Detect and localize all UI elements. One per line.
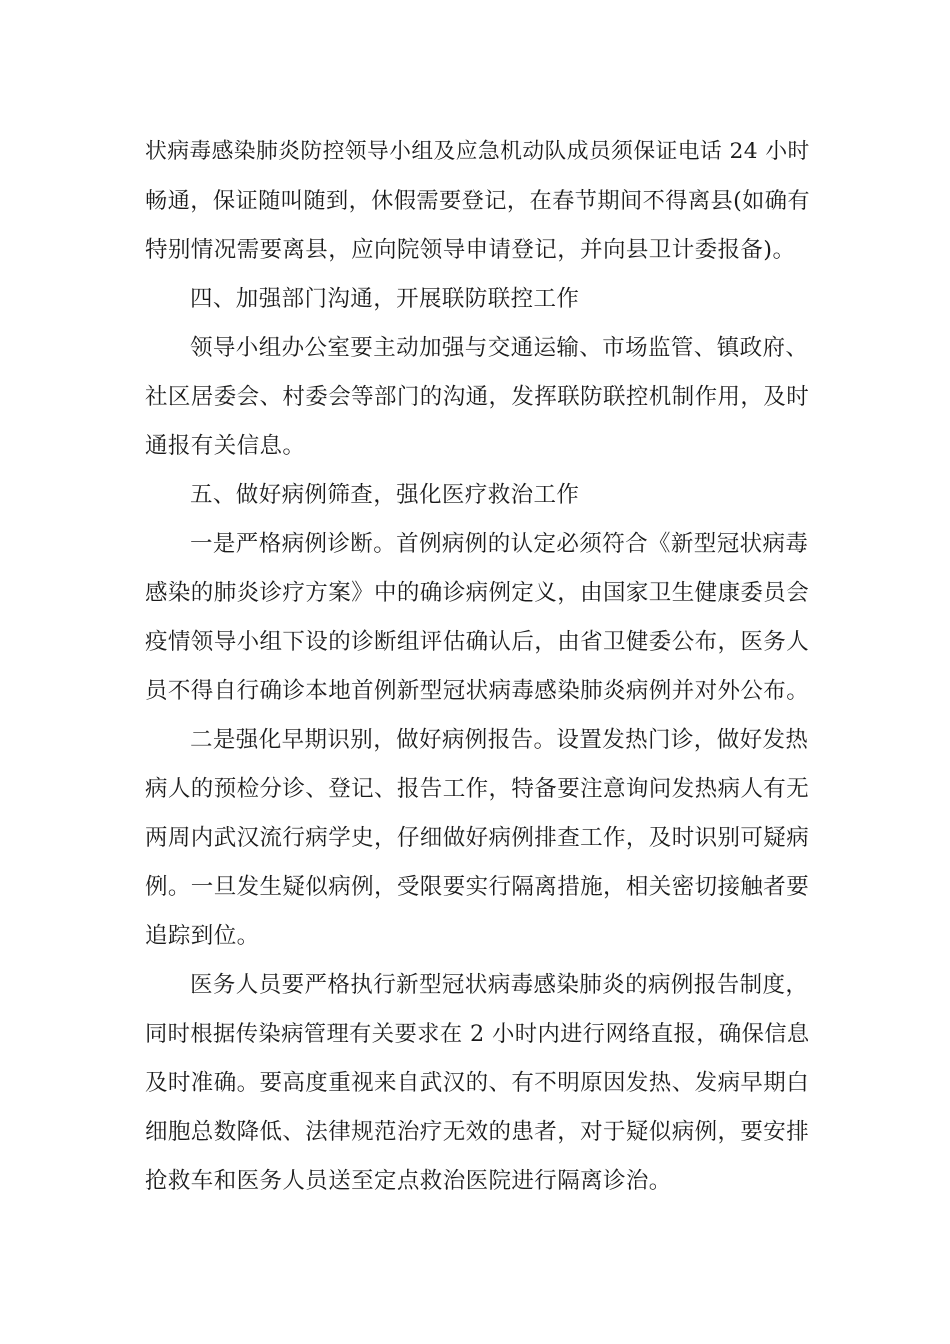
text-line: 二是强化早期识别，做好病例报告。设置发热门诊，做好发热 [190, 727, 809, 753]
text-line: 状病毒感染肺炎防控领导小组及应急机动队成员须保证电话 24 小时 [145, 139, 810, 164]
text-line: 感染的肺炎诊疗方案》中的确诊病例定义，由国家卫生健康委员会 [145, 580, 810, 606]
section-heading-four: 四、加强部门沟通，开展联防联控工作 [190, 286, 580, 312]
text-line: 社区居委会、村委会等部门的沟通，发挥联防联控机制作用，及时 [145, 384, 810, 410]
text-line: 抢救车和医务人员送至定点救治医院进行隔离诊治。 [145, 1168, 672, 1194]
text-line: 员不得自行确诊本地首例新型冠状病毒感染肺炎病例并对外公布。 [145, 678, 810, 704]
section-heading-five: 五、做好病例筛查，强化医疗救治工作 [190, 482, 580, 508]
text-line: 疫情领导小组下设的诊断组评估确认后，由省卫健委公布，医务人 [145, 629, 810, 655]
text-line: 细胞总数降低、法律规范治疗无效的患者，对于疑似病例，要安排 [145, 1119, 810, 1145]
text-line: 例。一旦发生疑似病例，受限要实行隔离措施，相关密切接触者要 [145, 874, 810, 900]
text-line: 一是严格病例诊断。首例病例的认定必须符合《新型冠状病毒 [190, 531, 809, 557]
text-line: 畅通，保证随叫随到，休假需要登记，在春节期间不得离县(如确有 [145, 188, 811, 214]
text-line: 病人的预检分诊、登记、报告工作，特备要注意询问发热病人有无 [145, 776, 810, 802]
text-line: 领导小组办公室要主动加强与交通运输、市场监管、镇政府、 [190, 335, 809, 361]
text-line: 医务人员要严格执行新型冠状病毒感染肺炎的病例报告制度， [190, 972, 809, 998]
text-line: 通报有关信息。 [145, 433, 306, 459]
text-line: 追踪到位。 [145, 923, 260, 949]
text-line: 同时根据传染病管理有关要求在 2 小时内进行网络直报，确保信息 [145, 1021, 810, 1047]
text-line: 及时准确。要高度重视来自武汉的、有不明原因发热、发病早期白 [145, 1070, 810, 1096]
text-line: 两周内武汉流行病学史，仔细做好病例排查工作，及时识别可疑病 [145, 825, 810, 851]
text-line: 特别情况需要离县，应向院领导申请登记，并向县卫计委报备)。 [145, 237, 796, 263]
